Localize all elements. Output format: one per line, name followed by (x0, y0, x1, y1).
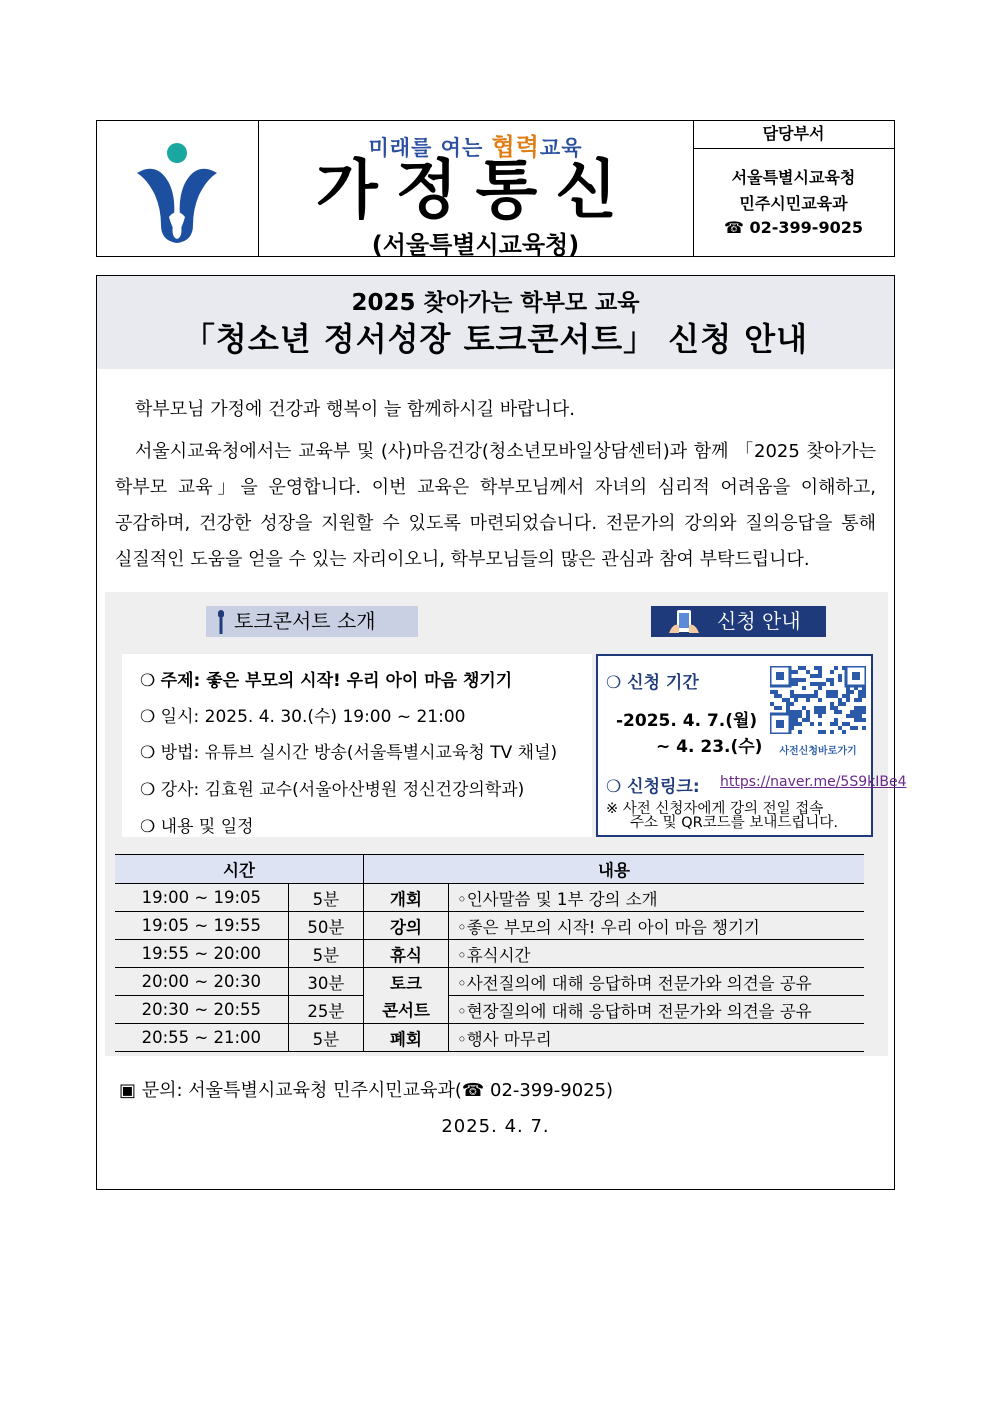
time-cell: 20:55 ~ 21:00 (115, 1024, 288, 1052)
apply-note-line-2: 주소 및 QR코드를 보내드립니다. (630, 815, 839, 831)
apply-section-label (651, 606, 826, 637)
duration-cell: 30분 (288, 968, 363, 996)
table-row (115, 912, 864, 940)
table-row (115, 884, 864, 912)
department-phone: ☎ 02-399-9025 (724, 218, 863, 237)
banner-line-1: 2025 찾아가는 학부모 교육 (351, 290, 640, 316)
time-cell: 20:00 ~ 20:30 (115, 968, 288, 996)
category-cell: 개회 (364, 884, 449, 912)
time-cell: 19:55 ~ 20:00 (115, 940, 288, 968)
slogan: 미래를 여는 협력교육 (368, 133, 583, 161)
table-row (115, 940, 864, 968)
qr-code-icon[interactable] (770, 666, 866, 734)
apply-period-label: ❍ 신청 기간 (606, 673, 699, 693)
intro-line-2: 학부모 교육」을 운영합니다. 이번 교육은 학부모님께서 자녀의 심리적 어려움을 이해하고, (115, 477, 876, 498)
banner-line-2: 「청소년 정서성장 토크콘서트」 신청 안내 (182, 320, 809, 358)
seoul-education-logo (97, 121, 258, 255)
time-cell: 19:00 ~ 19:05 (115, 884, 288, 912)
category-cell: 폐회 (364, 1024, 449, 1052)
date-item: ❍ 일시: 2025. 4. 30.(수) 19:00 ~ 21:00 (140, 707, 466, 727)
intro-section-label (206, 606, 418, 637)
page-title: 가정통신 (315, 154, 636, 228)
department-name: 민주시민교육과 (739, 194, 848, 213)
duration-cell: 50분 (288, 912, 363, 940)
description-cell: ◦사전질의에 대해 응답하며 전문가와 의견을 공유 (449, 968, 865, 996)
notice-body (96, 275, 907, 1190)
intro-line-1: 서울시교육청에서는 교육부 및 (사)마음건강(청소년모바일상담센터)과 함께 「2025 찾아가는 (135, 441, 876, 462)
description-cell: ◦현장질의에 대해 응답하며 전문가와 의견을 공유 (449, 996, 865, 1024)
content-header: 내용 (364, 855, 865, 884)
apply-link-label: ❍ 신청링크: (606, 777, 700, 797)
logo-cell (97, 121, 259, 256)
method-item: ❍ 방법: 유튜브 실시간 방송(서울특별시교육청 TV 채널) (140, 743, 558, 763)
speaker-item: ❍ 강사: 김효원 교수(서울아산병원 정신건강의학과) (140, 780, 525, 800)
inquiry-line: ▣ 문의: 서울특별시교육청 민주시민교육과(☎ 02-399-9025) (119, 1080, 614, 1101)
schedule-table (115, 854, 864, 1052)
greeting-paragraph: 학부모님 가정에 건강과 행복이 늘 함께하시길 바랍니다. (135, 399, 575, 420)
category-cell: 강의 (364, 912, 449, 940)
apply-box (596, 654, 907, 837)
table-row (115, 1024, 864, 1052)
category-cell: 콘서트 (364, 996, 449, 1024)
description-cell: ◦좋은 부모의 시작! 우리 아이 마음 챙기기 (449, 912, 865, 940)
table-row (115, 996, 864, 1024)
issue-date: 2025. 4. 7. (441, 1116, 550, 1137)
apply-note (606, 802, 868, 830)
time-header: 시간 (115, 855, 364, 884)
qr-caption: 사전신청바로가기 (779, 746, 857, 757)
table-row (115, 968, 864, 996)
schedule-item: ❍ 내용 및 일정 (140, 817, 254, 837)
duration-cell: 5분 (288, 884, 363, 912)
smartphone-icon (667, 609, 701, 634)
department-heading: 담당부서 (693, 121, 894, 149)
intro-line-4: 실질적인 도움을 얻을 수 있는 자리이오니, 학부모님들의 많은 관심과 참여 부탁드립니다. (115, 549, 810, 570)
description-cell: ◦인사말씀 및 1부 강의 소개 (449, 884, 865, 912)
duration-cell: 5분 (288, 940, 363, 968)
duration-cell: 25분 (288, 996, 363, 1024)
time-cell: 20:30 ~ 20:55 (115, 996, 288, 1024)
category-cell: 토크 (364, 968, 449, 996)
department-cell (693, 121, 894, 256)
event-panel (105, 592, 907, 1056)
apply-note-line-1: ※ 사전 신청자에게 강의 전일 접속 (606, 801, 824, 817)
description-cell: ◦휴식시간 (449, 940, 865, 968)
category-cell: 휴식 (364, 940, 449, 968)
apply-link[interactable]: https://naver.me/5S9kIBe4 (720, 774, 907, 790)
microphone-icon (216, 610, 226, 634)
time-cell: 19:05 ~ 19:55 (115, 912, 288, 940)
intro-line-3: 공감하며, 건강한 성장을 지원할 수 있도록 마련되었습니다. 전문가의 강의와 질의응답을 통해 (115, 513, 876, 534)
title-cell (258, 121, 694, 259)
title-banner (97, 276, 894, 369)
schedule-header-row (115, 855, 864, 884)
duration-cell: 5분 (288, 1024, 363, 1052)
department-org: 서울특별시교육청 (731, 168, 856, 187)
apply-period-to: ~ 4. 23.(수) (656, 737, 763, 757)
page-subtitle: (서울특별시교육청) (371, 231, 580, 259)
topic-item: ❍ 주제: 좋은 부모의 시작! 우리 아이 마음 챙기기 (140, 671, 513, 691)
intro-details (122, 654, 592, 837)
apply-period-from: -2025. 4. 7.(월) (616, 711, 758, 731)
letterhead-table (96, 120, 895, 257)
description-cell: ◦행사 마무리 (449, 1024, 865, 1052)
schedule-body (115, 884, 864, 1052)
intro-section-text: 토크콘서트 소개 (234, 609, 376, 633)
apply-section-text: 신청 안내 (717, 609, 801, 633)
